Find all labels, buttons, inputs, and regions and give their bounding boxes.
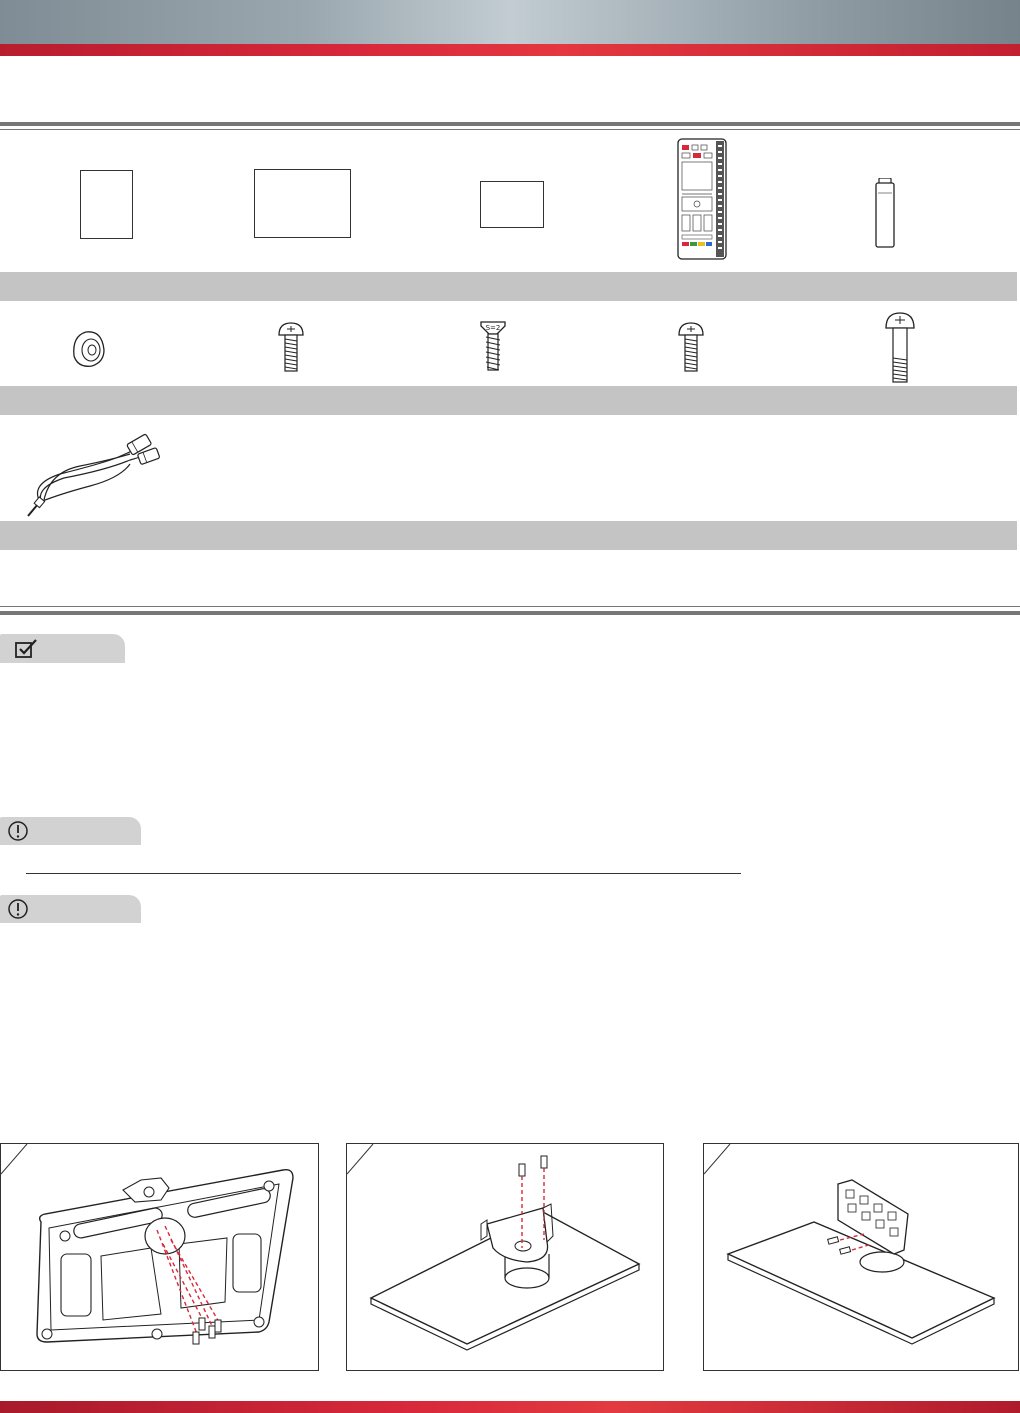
top-accent-bar	[0, 44, 1020, 56]
remote-control-icon	[672, 137, 730, 261]
caution-flag-2	[0, 895, 141, 923]
note-flag	[0, 634, 125, 663]
document-small-icon	[80, 170, 133, 239]
assembly-step-2	[346, 1143, 664, 1371]
cap-nut-icon	[68, 326, 108, 370]
assembly-step-3	[703, 1143, 1019, 1371]
checkbox-icon	[14, 639, 38, 659]
caution-icon	[6, 898, 30, 920]
assembly-step-1	[0, 1143, 319, 1371]
tv-back-bracket-icon	[1, 1144, 318, 1370]
section-band-empty	[0, 521, 1017, 550]
card-icon	[480, 181, 544, 228]
caution-flag	[0, 817, 141, 845]
section-rule-thin	[0, 606, 1020, 607]
pan-head-screw-icon	[276, 321, 306, 373]
section-band-screws	[0, 272, 1017, 301]
section-band-cable	[0, 386, 1017, 415]
section-rule-thin	[0, 129, 1020, 130]
caution-icon	[6, 820, 30, 842]
top-banner	[0, 0, 1020, 44]
stand-base-icon	[704, 1144, 1018, 1370]
battery-icon	[872, 178, 898, 250]
section-rule	[0, 611, 1020, 615]
content-underline	[26, 873, 741, 874]
bottom-accent-bar	[0, 1401, 1020, 1413]
long-bolt-icon	[882, 310, 918, 384]
document-medium-icon	[254, 169, 351, 238]
audio-cable-icon	[20, 424, 160, 520]
stand-neck-icon	[347, 1144, 663, 1370]
section-rule	[0, 122, 1020, 126]
svg-text:S=2: S=2	[485, 324, 501, 332]
countersunk-screw-icon	[478, 318, 508, 374]
pan-head-screw-icon	[676, 321, 706, 373]
